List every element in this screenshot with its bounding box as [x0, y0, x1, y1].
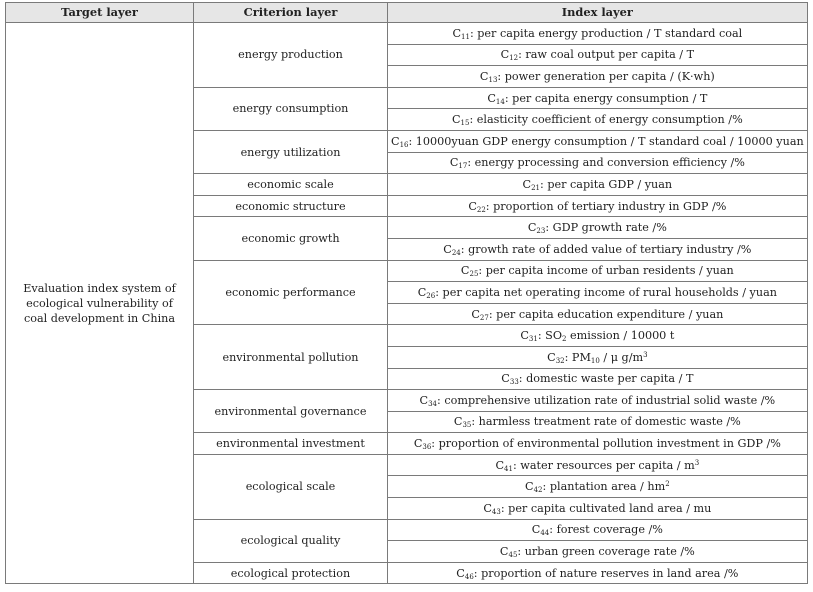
criterion-cell: economic structure: [194, 195, 388, 217]
index-subscript: 27: [479, 313, 489, 322]
unit-superscript: 2: [665, 480, 670, 489]
index-text: : plantation area / hm: [542, 480, 666, 494]
index-subscript: 32: [555, 356, 565, 365]
index-text: : per capita GDP / yuan: [540, 177, 673, 191]
criterion-cell: environmental investment: [194, 433, 388, 455]
index-subscript: 33: [509, 378, 519, 387]
index-text: : proportion of environmental pollution investment in GDP /%: [431, 437, 781, 451]
index-cell: $C_{26}$: per capita net operating income of rural households / yuan: [388, 282, 808, 304]
index-cell: $C_{21}$: per capita GDP / yuan: [388, 174, 808, 196]
index-cell: $C_{25}$: per capita income of urban residents / yuan: [388, 260, 808, 282]
index-subscript: 12: [509, 54, 519, 63]
index-table: [5, 2, 808, 584]
header-target-layer: Target layer: [6, 3, 194, 23]
table-row: [6, 23, 808, 45]
index-text: : energy processing and conversion efficiency /%: [467, 156, 745, 170]
index-text: : proportion of nature reserves in land area /%: [473, 566, 739, 580]
criterion-cell: ecological scale: [194, 454, 388, 519]
index-subscript: 22: [476, 205, 486, 214]
index-cell: $C_{43}$: per capita cultivated land area / mu: [388, 498, 808, 520]
index-text: : proportion of tertiary industry in GDP /%: [485, 199, 727, 213]
index-subscript: 26: [426, 291, 436, 300]
index-text: : power generation per capita / (K·wh): [497, 69, 715, 83]
index-subscript: 35: [462, 421, 472, 430]
index-subscript: 13: [488, 75, 498, 84]
target-layer-cell: Evaluation index system of ecological vulnerability of coal development in China: [6, 23, 194, 584]
index-text: : per capita net operating income of rural households / yuan: [435, 285, 777, 299]
index-cell: $C_{14}$: per capita energy consumption / T: [388, 87, 808, 109]
index-subscript: 45: [508, 551, 518, 560]
index-text: : growth rate of added value of tertiary industry /%: [460, 242, 752, 256]
index-text-suffix: / μ g/m: [599, 350, 644, 364]
index-cell: $C_{41}$: water resources per capita / $m^3$: [388, 454, 808, 476]
criterion-cell: economic performance: [194, 260, 388, 325]
index-cell: $C_{12}$: raw coal output per capita / T: [388, 44, 808, 66]
index-text: : per capita cultivated land area / mu: [500, 501, 712, 515]
index-text: : per capita education expenditure / yuan: [488, 307, 724, 321]
index-cell: $C_{33}$: domestic waste per capita / T: [388, 368, 808, 390]
formula-subscript: 10: [590, 356, 600, 365]
index-text: : elasticity coefficient of energy consumption /%: [469, 113, 743, 127]
index-subscript: 42: [533, 486, 543, 495]
index-text: : comprehensive utilization rate of industrial solid waste /%: [437, 393, 776, 407]
index-cell: $C_{24}$: growth rate of added value of tertiary industry /%: [388, 238, 808, 260]
index-text: : per capita energy production / T standard coal: [469, 26, 743, 40]
header-row: [6, 3, 808, 23]
table-body: [6, 23, 808, 584]
index-subscript: 31: [528, 335, 538, 344]
index-subscript: 25: [469, 270, 479, 279]
header-criterion-layer: Criterion layer: [194, 3, 388, 23]
formula-subscript: 2: [562, 335, 567, 344]
index-text: : raw coal output per capita / T: [518, 48, 695, 62]
index-cell: $C_{36}$: proportion of environmental pollution investment in GDP /%: [388, 433, 808, 455]
index-subscript: 23: [536, 227, 546, 236]
unit-superscript: 3: [694, 458, 700, 467]
index-subscript: 24: [451, 248, 461, 257]
index-cell: $C_{34}$: comprehensive utilization rate of industrial solid waste /%: [388, 390, 808, 412]
index-subscript: 44: [540, 529, 550, 538]
index-text-suffix: emission / 10000 t: [566, 329, 675, 343]
index-cell: $C_{42}$: plantation area / $hm^2$: [388, 476, 808, 498]
criterion-cell: economic growth: [194, 217, 388, 260]
index-text: : water resources per capita / m: [512, 458, 695, 472]
index-cell: $C_{15}$: elasticity coefficient of energy consumption /%: [388, 109, 808, 131]
index-subscript: 36: [422, 443, 432, 452]
index-text: : forest coverage /%: [549, 523, 663, 537]
index-cell: $C_{13}$: power generation per capita / (K·wh): [388, 66, 808, 88]
index-subscript: 46: [464, 572, 474, 581]
index-subscript: 43: [491, 507, 501, 516]
index-cell: $C_{23}$: GDP growth rate /%: [388, 217, 808, 239]
criterion-cell: economic scale: [194, 174, 388, 196]
index-text: : domestic waste per capita / T: [518, 372, 694, 386]
index-text: : harmless treatment rate of domestic waste /%: [471, 415, 741, 429]
index-cell: $C_{46}$: proportion of nature reserves in land area /%: [388, 562, 808, 584]
unit-superscript: 3: [643, 350, 648, 359]
criterion-cell: environmental pollution: [194, 325, 388, 390]
index-subscript: 17: [458, 162, 468, 171]
index-subscript: 14: [495, 97, 505, 106]
index-text: : urban green coverage rate /%: [517, 545, 695, 559]
criterion-cell: energy utilization: [194, 130, 388, 173]
index-cell: $C_{31}$: $SO_2$ emission / 10000 t: [388, 325, 808, 347]
index-subscript: 41: [504, 464, 513, 473]
index-subscript: 11: [461, 32, 470, 41]
index-text: : per capita income of urban residents / yuan: [478, 264, 734, 278]
index-subscript: 16: [399, 140, 409, 149]
index-cell: $C_{22}$: proportion of tertiary industry in GDP /%: [388, 195, 808, 217]
index-text: : SO: [537, 329, 562, 343]
index-text: : 10000yuan GDP energy consumption / T standard coal / 10000 yuan: [408, 134, 804, 148]
criterion-cell: energy production: [194, 23, 388, 88]
index-cell: $C_{17}$: energy processing and conversion efficiency /%: [388, 152, 808, 174]
index-subscript: 21: [531, 183, 541, 192]
criterion-cell: energy consumption: [194, 87, 388, 130]
criterion-cell: environmental governance: [194, 390, 388, 433]
index-text: : GDP growth rate /%: [545, 221, 667, 235]
index-cell: $C_{27}$: per capita education expenditure / yuan: [388, 303, 808, 325]
index-subscript: 34: [428, 399, 438, 408]
index-cell: $C_{11}$: per capita energy production / T standard coal: [388, 23, 808, 45]
index-cell: $C_{32}$: $PM_{10}$ / μ $g/m^3$: [388, 346, 808, 368]
index-table-container: [5, 2, 808, 584]
index-cell: $C_{35}$: harmless treatment rate of domestic waste /%: [388, 411, 808, 433]
criterion-cell: ecological quality: [194, 519, 388, 562]
index-subscript: 15: [460, 119, 470, 128]
header-index-layer: Index layer: [388, 3, 808, 23]
index-cell: $C_{44}$: forest coverage /%: [388, 519, 808, 541]
criterion-cell: ecological protection: [194, 562, 388, 584]
index-cell: $C_{16}$: 10000yuan GDP energy consumption / T standard coal / 10000 yuan: [388, 130, 808, 152]
index-text: : PM: [564, 350, 591, 364]
index-cell: $C_{45}$: urban green coverage rate /%: [388, 541, 808, 563]
index-text: : per capita energy consumption / T: [504, 91, 708, 105]
